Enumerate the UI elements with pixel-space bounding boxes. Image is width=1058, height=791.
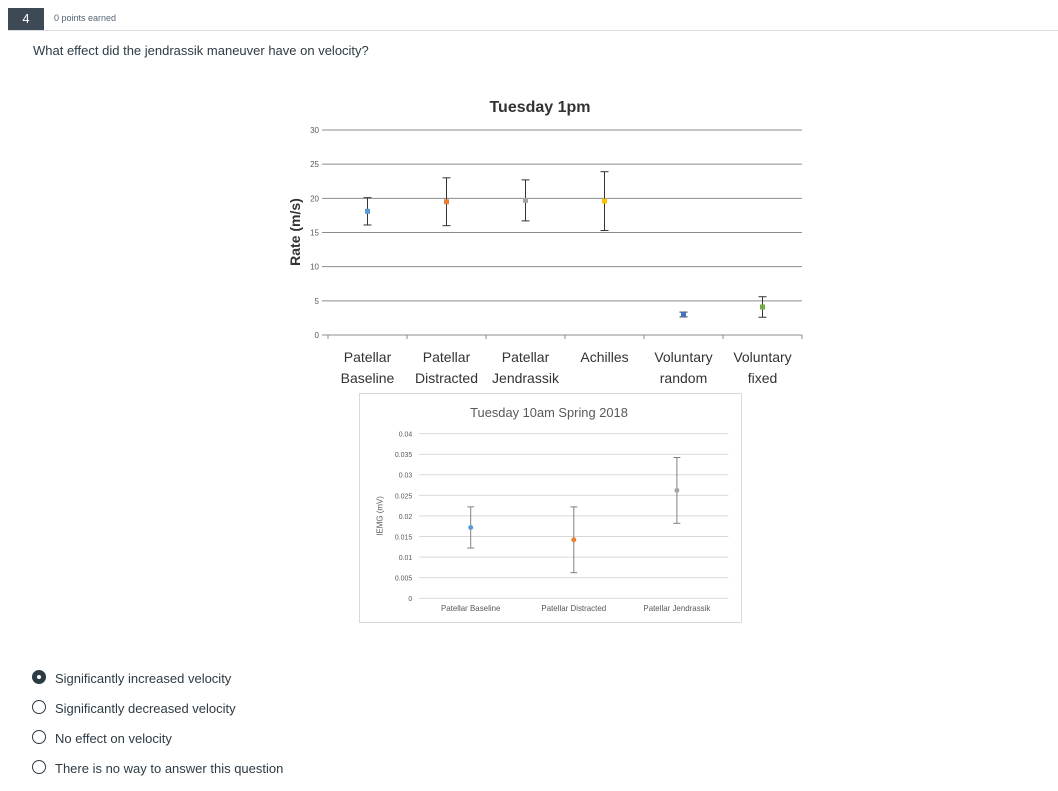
- points-earned: 0 points earned: [54, 13, 117, 23]
- x-category-label: Achilles: [580, 349, 629, 365]
- answer-label: There is no way to answer this question: [55, 761, 284, 776]
- y-tick-label: 5: [314, 296, 319, 306]
- data-point: [523, 198, 528, 203]
- x-category-label: Baseline: [340, 370, 395, 386]
- radio-button[interactable]: [32, 700, 46, 714]
- data-point: [602, 199, 607, 204]
- question-number: 4: [8, 8, 44, 30]
- x-category-label: Patellar: [422, 349, 471, 365]
- x-category-label: Voluntary: [733, 349, 792, 365]
- x-category-label: Patellar Baseline: [440, 604, 501, 614]
- answer-label: No effect on velocity: [55, 731, 172, 746]
- data-point: [571, 537, 576, 542]
- y-axis-label: IEMG (mV): [375, 496, 385, 536]
- y-axis-label: Rate (m/s): [287, 198, 303, 266]
- chart-title: Tuesday 1pm: [489, 99, 591, 116]
- y-tick-label: 0.005: [394, 575, 413, 583]
- y-tick-label: 0.04: [398, 431, 413, 439]
- x-category-label: Patellar Distracted: [541, 604, 607, 614]
- chart-title: Tuesday 10am Spring 2018: [470, 404, 628, 420]
- data-point: [468, 525, 473, 530]
- answer-label: Significantly increased velocity: [55, 671, 232, 686]
- radio-button[interactable]: [32, 760, 46, 774]
- y-tick-label: 0.035: [394, 452, 413, 460]
- question-header: [0, 8, 1058, 30]
- question-text: What effect did the jendrassik maneuver have on velocity?: [33, 43, 369, 58]
- y-tick-label: 0.025: [394, 493, 413, 501]
- x-category-label: Patellar: [343, 349, 392, 365]
- answer-label: Significantly decreased velocity: [55, 701, 236, 716]
- data-point: [760, 304, 765, 309]
- x-category-label: Voluntary: [654, 349, 713, 365]
- radio-button[interactable]: [32, 730, 46, 744]
- y-tick-label: 0: [408, 596, 413, 604]
- radio-button[interactable]: [32, 670, 46, 684]
- velocity-chart: [270, 92, 810, 392]
- y-tick-label: 10: [310, 262, 319, 272]
- y-tick-label: 0.02: [398, 513, 413, 521]
- y-tick-label: 0.03: [398, 472, 413, 480]
- y-tick-label: 30: [310, 126, 319, 135]
- y-tick-label: 0.015: [394, 534, 413, 542]
- data-point: [444, 199, 449, 204]
- x-category-label: fixed: [747, 370, 778, 386]
- x-category-label: Distracted: [414, 370, 479, 386]
- x-category-label: Jendrassik: [492, 370, 559, 386]
- y-tick-label: 25: [310, 160, 319, 170]
- x-category-label: Patellar: [501, 349, 550, 365]
- x-category-label: Patellar Jendrassik: [643, 604, 711, 614]
- y-tick-label: 0.01: [398, 555, 413, 563]
- y-tick-label: 0: [314, 331, 319, 340]
- data-point: [681, 312, 686, 317]
- data-point: [365, 209, 370, 214]
- x-category-label: random: [659, 370, 708, 386]
- data-point: [674, 488, 679, 493]
- iemg-chart: [359, 393, 742, 623]
- y-tick-label: 15: [310, 228, 319, 238]
- y-tick-label: 20: [310, 194, 319, 204]
- header-divider: [8, 30, 1058, 31]
